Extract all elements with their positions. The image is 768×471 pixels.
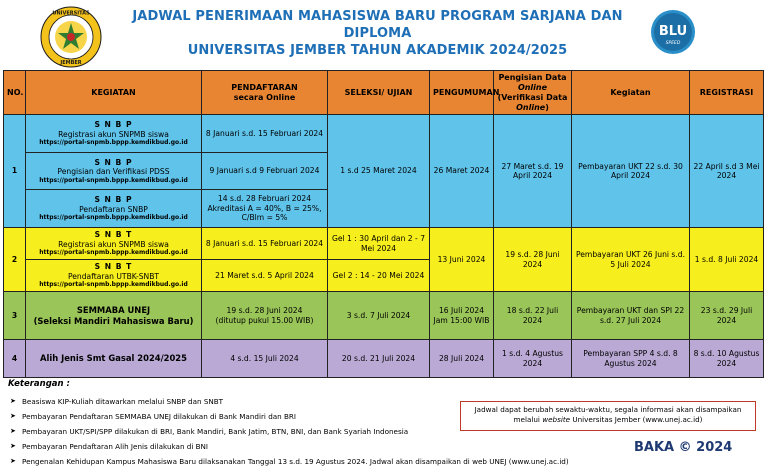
header-pengisian-p4: Online (516, 102, 546, 112)
activity-name: S N B T (94, 230, 133, 240)
arrow-bullet-icon: ➤ (10, 457, 16, 465)
header-pendaftaran-line2: secara Online (233, 92, 296, 102)
selection-cell: Gel 2 : 14 - 20 Mei 2024 (328, 260, 430, 292)
announcement-cell: 16 Juli 2024 Jam 15:00 WIB (430, 292, 494, 340)
enrollment-cell: 1 s.d. 8 Juli 2024 (690, 228, 764, 292)
header-kegiatan-2: Kegiatan (572, 71, 690, 115)
data-entry-cell: 27 Maret s.d. 19 April 2024 (494, 115, 572, 228)
activity-cell (26, 292, 202, 340)
schedule-table (3, 70, 764, 378)
table-row (4, 115, 764, 153)
announcement-cell: 26 Maret 2024 (430, 115, 494, 228)
activity-cell (26, 260, 202, 292)
activity-desc: Pendaftaran UTBK-SNBT (67, 271, 160, 281)
registration-cell (202, 292, 328, 340)
activity-cell (26, 115, 202, 153)
selection-cell: 1 s.d 25 Maret 2024 (328, 115, 430, 228)
enrollment-cell: 23 s.d. 29 Juli 2024 (690, 292, 764, 340)
registration-cell: 8 Januari s.d. 15 Februari 2024 (202, 228, 328, 260)
registration-cell: 14 s.d. 28 Februari 2024 Akreditasi A = 40%, B = 25%, C/Blm = 5% (202, 190, 328, 228)
arrow-bullet-icon: ➤ (10, 427, 16, 435)
row-number: 3 (4, 292, 26, 340)
schedule-change-notice (460, 401, 756, 431)
activity-desc: Pendaftaran SNBP (79, 204, 148, 214)
header-no: NO. (4, 71, 26, 115)
selection-cell: 20 s.d. 21 Juli 2024 (328, 340, 430, 378)
list-item (8, 454, 569, 469)
payment-cell: Pembayaran UKT 22 s.d. 30 April 2024 (572, 115, 690, 228)
table-header-row (4, 71, 764, 115)
activity-name: S N B T (94, 262, 133, 272)
logo-right-text: BLU (658, 24, 688, 39)
activity-desc: Registrasi akun SNPMB siswa (58, 239, 169, 249)
registration-cell: 21 Maret s.d. 5 April 2024 (202, 260, 328, 292)
list-item (8, 439, 458, 454)
activity-link[interactable]: https://portal-snpmb.bppp.kemdikbud.go.id (39, 281, 188, 289)
activity-link[interactable]: https://portal-snpmb.bppp.kemdikbud.go.id (39, 176, 188, 184)
selection-cell: Gel 1 : 30 April dan 2 - 7 Mei 2024 (328, 228, 430, 260)
header-pendaftaran-line1: PENDAFTARAN (231, 82, 298, 92)
registration-cell: 9 Januari s.d 9 Februari 2024 (202, 153, 328, 190)
list-item (8, 424, 458, 439)
table-row (4, 292, 764, 340)
arrow-bullet-icon: ➤ (10, 442, 16, 450)
copyright-label: BAKA © 2024 (634, 440, 733, 455)
header-pengumuman: PENGUMUMAN (430, 71, 494, 115)
selection-cell: 3 s.d. 7 Juli 2024 (328, 292, 430, 340)
note-text: Beasiswa KIP-Kuliah ditawarkan melalui SNBP dan SNBT (22, 397, 224, 406)
table-row (4, 228, 764, 260)
header-pengisian-p3: (Verifikasi Data (497, 92, 568, 102)
list-item (8, 409, 458, 424)
header-pengisian-p5: ) (545, 102, 549, 112)
activity-name: S N B P (94, 195, 133, 205)
activity-name: SEMMABA UNEJ (76, 305, 151, 315)
announcement-cell: 28 Juli 2024 (430, 340, 494, 378)
row-number: 1 (4, 115, 26, 228)
page-title (105, 8, 650, 59)
list-item (8, 394, 458, 409)
activity-desc: Registrasi akun SNPMB siswa (58, 129, 169, 139)
title-line-2: UNIVERSITAS JEMBER TAHUN AKADEMIK 2024/2025 (187, 43, 568, 58)
activity-desc: (Seleksi Mandiri Mahasiswa Baru) (33, 315, 194, 326)
notice-part-2: website (542, 415, 571, 425)
note-text: Pembayaran UKT/SPI/SPP dilakukan di BRI, Bank Mandiri, Bank Jatim, BTN, BNI, dan Bank Syariah Indonesia (22, 427, 409, 436)
note-text: Pembayaran Pendaftaran Alih Jenis dilakukan di BNI (22, 442, 209, 451)
registration-note: (ditutup pukul 15.00 WIB) (215, 315, 314, 325)
header-pengisian (494, 71, 572, 115)
activity-name: S N B P (94, 157, 133, 167)
header-kegiatan: KEGIATAN (26, 71, 202, 115)
activity-link[interactable]: https://portal-snpmb.bppp.kemdikbud.go.id (39, 139, 188, 147)
header-pengisian-p1: Pengisian Data (498, 72, 567, 82)
data-entry-cell: 18 s.d. 22 Juli 2024 (494, 292, 572, 340)
note-text: Pembayaran Pendaftaran SEMMABA UNEJ dilakukan di Bank Mandiri dan BRI (22, 412, 297, 421)
row-number: 4 (4, 340, 26, 378)
title-line-1: JADWAL PENERIMAAN MAHASISWA BARU PROGRAM SARJANA DAN DIPLOMA (132, 9, 623, 41)
arrow-bullet-icon: ➤ (10, 412, 16, 420)
announcement-cell: 13 Juni 2024 (430, 228, 494, 292)
logo-right-subtext: SPEED (665, 41, 681, 46)
registration-date: 19 s.d. 28 Juni 2024 (226, 306, 303, 316)
activity-cell (26, 228, 202, 260)
header-seleksi: SELEKSI/ UJIAN (328, 71, 430, 115)
table-row (4, 340, 764, 378)
activity-cell (26, 153, 202, 190)
enrollment-cell: 8 s.d. 10 Agustus 2024 (690, 340, 764, 378)
logo-left-text: UNIVERSITAS (52, 10, 90, 17)
activity-name: S N B P (94, 120, 133, 130)
blu-speed-logo (650, 9, 696, 55)
payment-cell: Pembayaran UKT 26 Juni s.d. 5 Juli 2024 (572, 228, 690, 292)
activity-cell: Alih Jenis Smt Gasal 2024/2025 (26, 340, 202, 378)
activity-link[interactable]: https://portal-snpmb.bppp.kemdikbud.go.id (39, 249, 188, 257)
payment-cell: Pembayaran UKT dan SPI 22 s.d. 27 Juli 2024 (572, 292, 690, 340)
data-entry-cell: 1 s.d. 4 Agustus 2024 (494, 340, 572, 378)
registration-cell: 8 Januari s.d. 15 Februari 2024 (202, 115, 328, 153)
header-pengisian-p2: Online (517, 82, 548, 92)
registration-cell: 4 s.d. 15 Juli 2024 (202, 340, 328, 378)
universitas-jember-logo (40, 6, 102, 68)
notes-title: Keterangan : (8, 379, 70, 389)
arrow-bullet-icon: ➤ (10, 397, 16, 405)
payment-cell: Pembayaran SPP 4 s.d. 8 Agustus 2024 (572, 340, 690, 378)
activity-desc: Pengisian dan Verifikasi PDSS (57, 167, 170, 177)
data-entry-cell: 19 s.d. 28 Juni 2024 (494, 228, 572, 292)
activity-cell (26, 190, 202, 228)
activity-link[interactable]: https://portal-snpmb.bppp.kemdikbud.go.id (39, 214, 188, 222)
header-pendaftaran (202, 71, 328, 115)
row-number: 2 (4, 228, 26, 292)
header-registrasi: REGISTRASI (690, 71, 764, 115)
notice-part-3: Universitas Jember (www.unej.ac.id) (570, 415, 703, 425)
note-text: Pengenalan Kehidupan Kampus Mahasiswa Baru dilaksanakan Tanggal 13 s.d. 19 Agustus 2024. Jadwal akan disampaikan di web UNEJ (www.unej.ac.id) (22, 457, 569, 466)
notice-part-1: Jadwal dapat berubah sewaktu-waktu, segala informasi akan disampaikan melalui (474, 405, 742, 425)
logo-left-text-bottom: JEMBER (60, 60, 82, 66)
enrollment-cell: 22 April s.d 3 Mei 2024 (690, 115, 764, 228)
